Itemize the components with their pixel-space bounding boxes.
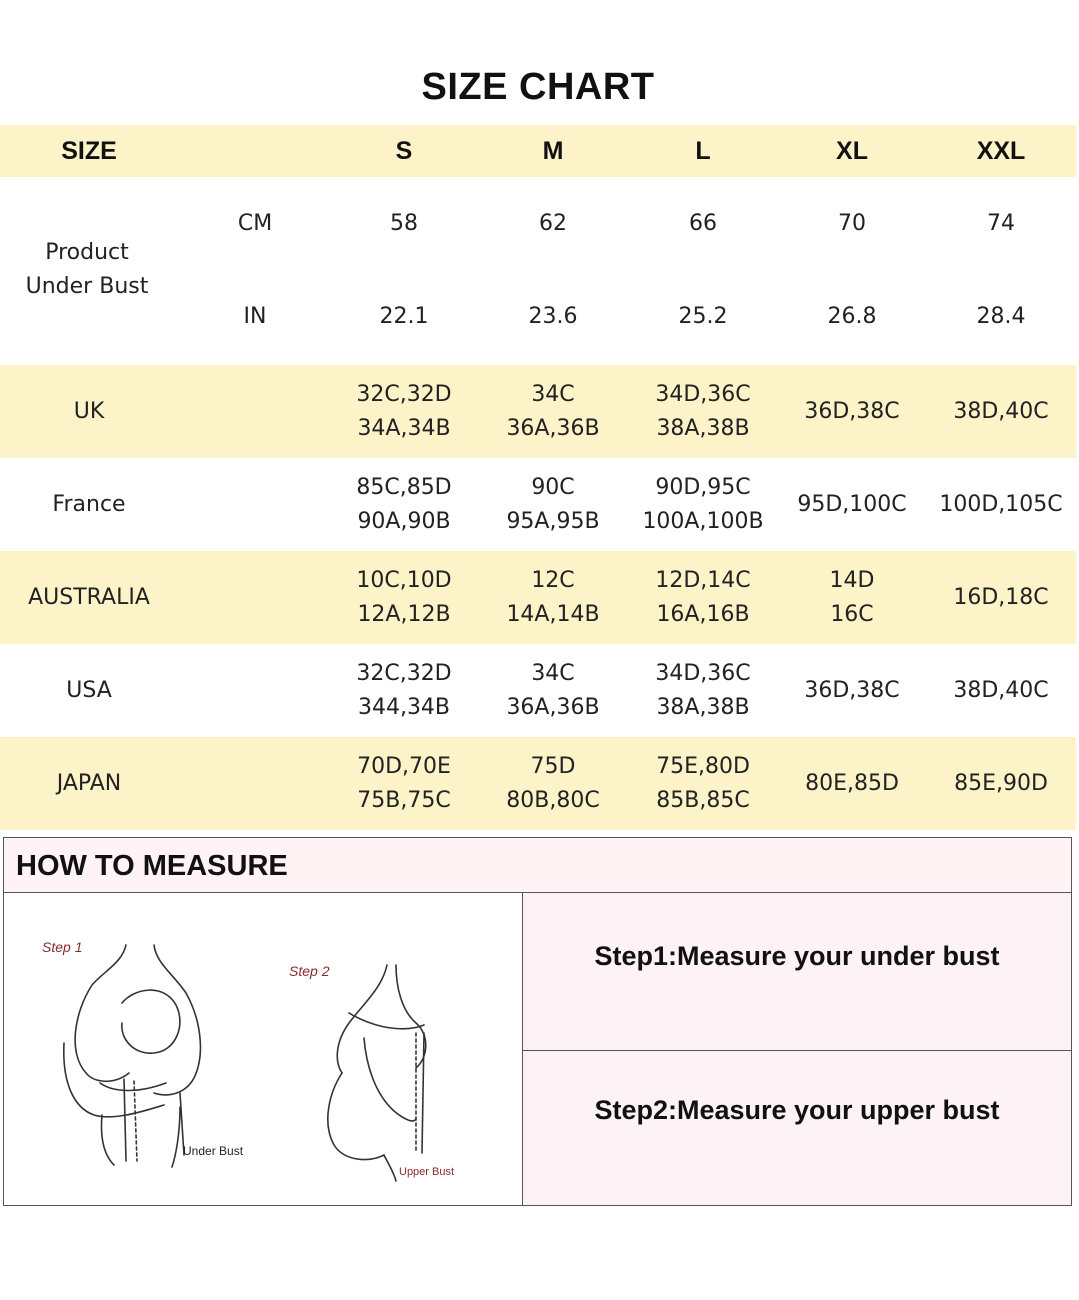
cm-value <box>628 204 778 244</box>
region-size-cell <box>478 458 628 551</box>
size-column-header <box>478 125 628 177</box>
region-size-cell-line: 36D,38C <box>804 398 900 424</box>
unit-in <box>225 297 285 337</box>
region-size-cell-line: 34D,36C <box>655 381 751 407</box>
in-value <box>478 297 628 337</box>
region-size-cell-line: 95D,100C <box>797 491 907 517</box>
in-value-line: 23.6 <box>528 304 578 329</box>
region-size-cell <box>921 458 1079 551</box>
region-size-cell-line: 90A,90B <box>357 508 451 534</box>
region-size-cell <box>772 551 932 644</box>
unit-in-line: IN <box>243 304 267 329</box>
region-label <box>0 737 178 830</box>
region-size-cell-line: 16D,18C <box>953 584 1049 610</box>
cm-value-line: 74 <box>987 211 1015 236</box>
under-bust-tag: Under Bust <box>183 1144 244 1158</box>
size-column-header-line: XXL <box>976 137 1026 165</box>
region-size-cell-line: 85E,90D <box>954 770 1048 796</box>
region-size-cell-line: 80B,80C <box>506 787 600 813</box>
region-size-cell <box>329 644 479 737</box>
cm-value-line: 62 <box>539 211 567 236</box>
region-size-cell <box>628 551 778 644</box>
step2-tag: Step 2 <box>289 963 330 979</box>
size-column-header <box>628 125 778 177</box>
region-label-line: France <box>52 491 126 517</box>
region-size-cell <box>772 737 932 830</box>
region-size-cell-line: 14A,14B <box>506 601 600 627</box>
size-column-header-line: L <box>695 137 711 165</box>
region-size-cell-line: 14D <box>829 567 875 593</box>
size-header <box>0 125 178 177</box>
cm-value-line: 66 <box>689 211 717 236</box>
cm-value <box>926 204 1076 244</box>
region-size-cell <box>921 365 1079 458</box>
size-column-header <box>777 125 927 177</box>
region-size-cell-line: 90C <box>531 474 575 500</box>
region-size-cell-line: 16A,16B <box>656 601 750 627</box>
region-size-cell-line: 80E,85D <box>805 770 899 796</box>
cm-value-line: 58 <box>390 211 418 236</box>
cm-value <box>777 204 927 244</box>
measure-illustration <box>4 893 523 1205</box>
region-size-cell-line: 32C,32D <box>356 660 452 686</box>
region-size-cell-line: 12A,12B <box>357 601 451 627</box>
region-size-cell-line: 34C <box>531 381 575 407</box>
region-size-cell-line: 38D,40C <box>953 398 1049 424</box>
region-size-cell <box>478 551 628 644</box>
in-value-line: 22.1 <box>379 304 429 329</box>
size-column-header <box>926 125 1076 177</box>
size-column-header <box>329 125 479 177</box>
region-size-cell-line: 100D,105C <box>939 491 1063 517</box>
region-label <box>0 551 178 644</box>
region-label <box>0 365 178 458</box>
region-size-cell <box>628 458 778 551</box>
region-size-cell <box>772 365 932 458</box>
size-column-header-line: M <box>542 137 564 165</box>
region-size-cell-line: 90D,95C <box>655 474 751 500</box>
region-label-line: JAPAN <box>56 770 122 796</box>
region-size-cell <box>921 737 1079 830</box>
region-size-cell <box>329 365 479 458</box>
size-column-header-line: S <box>395 137 413 165</box>
in-value <box>628 297 778 337</box>
cm-value <box>329 204 479 244</box>
upper-bust-tag: Upper Bust <box>399 1166 455 1178</box>
region-size-cell <box>628 365 778 458</box>
region-label <box>0 458 178 551</box>
region-size-cell <box>329 737 479 830</box>
region-size-cell <box>478 737 628 830</box>
measure-illustration-svg <box>4 893 521 1205</box>
in-value <box>777 297 927 337</box>
region-size-cell <box>772 644 932 737</box>
in-value-line: 28.4 <box>976 304 1026 329</box>
in-value <box>926 297 1076 337</box>
region-size-cell-line: 95A,95B <box>506 508 600 534</box>
size-header-line: SIZE <box>61 137 117 165</box>
region-size-cell <box>329 458 479 551</box>
region-size-cell-line: 12D,14C <box>655 567 751 593</box>
page-title: SIZE CHART <box>421 66 655 108</box>
region-size-cell-line: 32C,32D <box>356 381 452 407</box>
region-size-cell-line: 75E,80D <box>656 753 750 779</box>
region-size-cell <box>478 644 628 737</box>
how-to-measure-panel <box>3 837 1072 1206</box>
region-size-cell-line: 85C,85D <box>356 474 452 500</box>
region-label-line: USA <box>66 677 112 703</box>
region-size-cell <box>478 365 628 458</box>
unit-cm <box>225 204 285 244</box>
how-to-measure-heading: HOW TO MEASURE <box>16 850 288 882</box>
region-size-cell-line: 344,34B <box>357 694 451 720</box>
region-size-cell-line: 75D <box>530 753 576 779</box>
cm-value-line: 70 <box>838 211 866 236</box>
region-size-cell-line: 38A,38B <box>656 415 750 441</box>
region-size-cell-line: 85B,85C <box>656 787 750 813</box>
region-size-cell <box>921 551 1079 644</box>
region-label-line: UK <box>73 398 105 424</box>
under-bust-label <box>0 230 181 310</box>
region-size-cell <box>628 644 778 737</box>
region-label <box>0 644 178 737</box>
region-size-cell-line: 70D,70E <box>357 753 451 779</box>
region-label-line: AUSTRALIA <box>28 584 150 610</box>
region-size-cell-line: 34D,36C <box>655 660 751 686</box>
figure-step1 <box>64 945 201 1167</box>
step2-instruction: Step2:Measure your upper bust <box>523 1051 1071 1205</box>
step1-instruction: Step1:Measure your under bust <box>523 893 1071 1051</box>
region-size-cell-line: 10C,10D <box>356 567 452 593</box>
region-size-cell <box>921 644 1079 737</box>
unit-cm-line: CM <box>237 211 273 236</box>
region-size-cell-line: 34C <box>531 660 575 686</box>
region-size-cell-line: 16C <box>830 601 874 627</box>
region-size-cell-line: 38D,40C <box>953 677 1049 703</box>
region-size-cell <box>628 737 778 830</box>
under-bust-label-line: Product <box>45 240 129 265</box>
step1-tag: Step 1 <box>42 939 83 955</box>
cm-value <box>478 204 628 244</box>
region-size-cell-line: 100A,100B <box>642 508 764 534</box>
region-size-cell-line: 34A,34B <box>357 415 451 441</box>
under-bust-label-line: Under Bust <box>25 274 149 299</box>
how-to-measure-header <box>4 838 1071 893</box>
size-column-header-line: XL <box>836 137 868 165</box>
in-value-line: 25.2 <box>678 304 728 329</box>
figure-step2 <box>328 965 426 1181</box>
region-size-cell-line: 36A,36B <box>506 694 600 720</box>
in-value-line: 26.8 <box>827 304 877 329</box>
region-size-cell-line: 12C <box>531 567 575 593</box>
in-value <box>329 297 479 337</box>
region-size-cell <box>772 458 932 551</box>
region-size-cell <box>329 551 479 644</box>
region-size-cell-line: 36D,38C <box>804 677 900 703</box>
region-size-cell-line: 36A,36B <box>506 415 600 441</box>
region-size-cell-line: 38A,38B <box>656 694 750 720</box>
region-size-cell-line: 75B,75C <box>357 787 451 813</box>
